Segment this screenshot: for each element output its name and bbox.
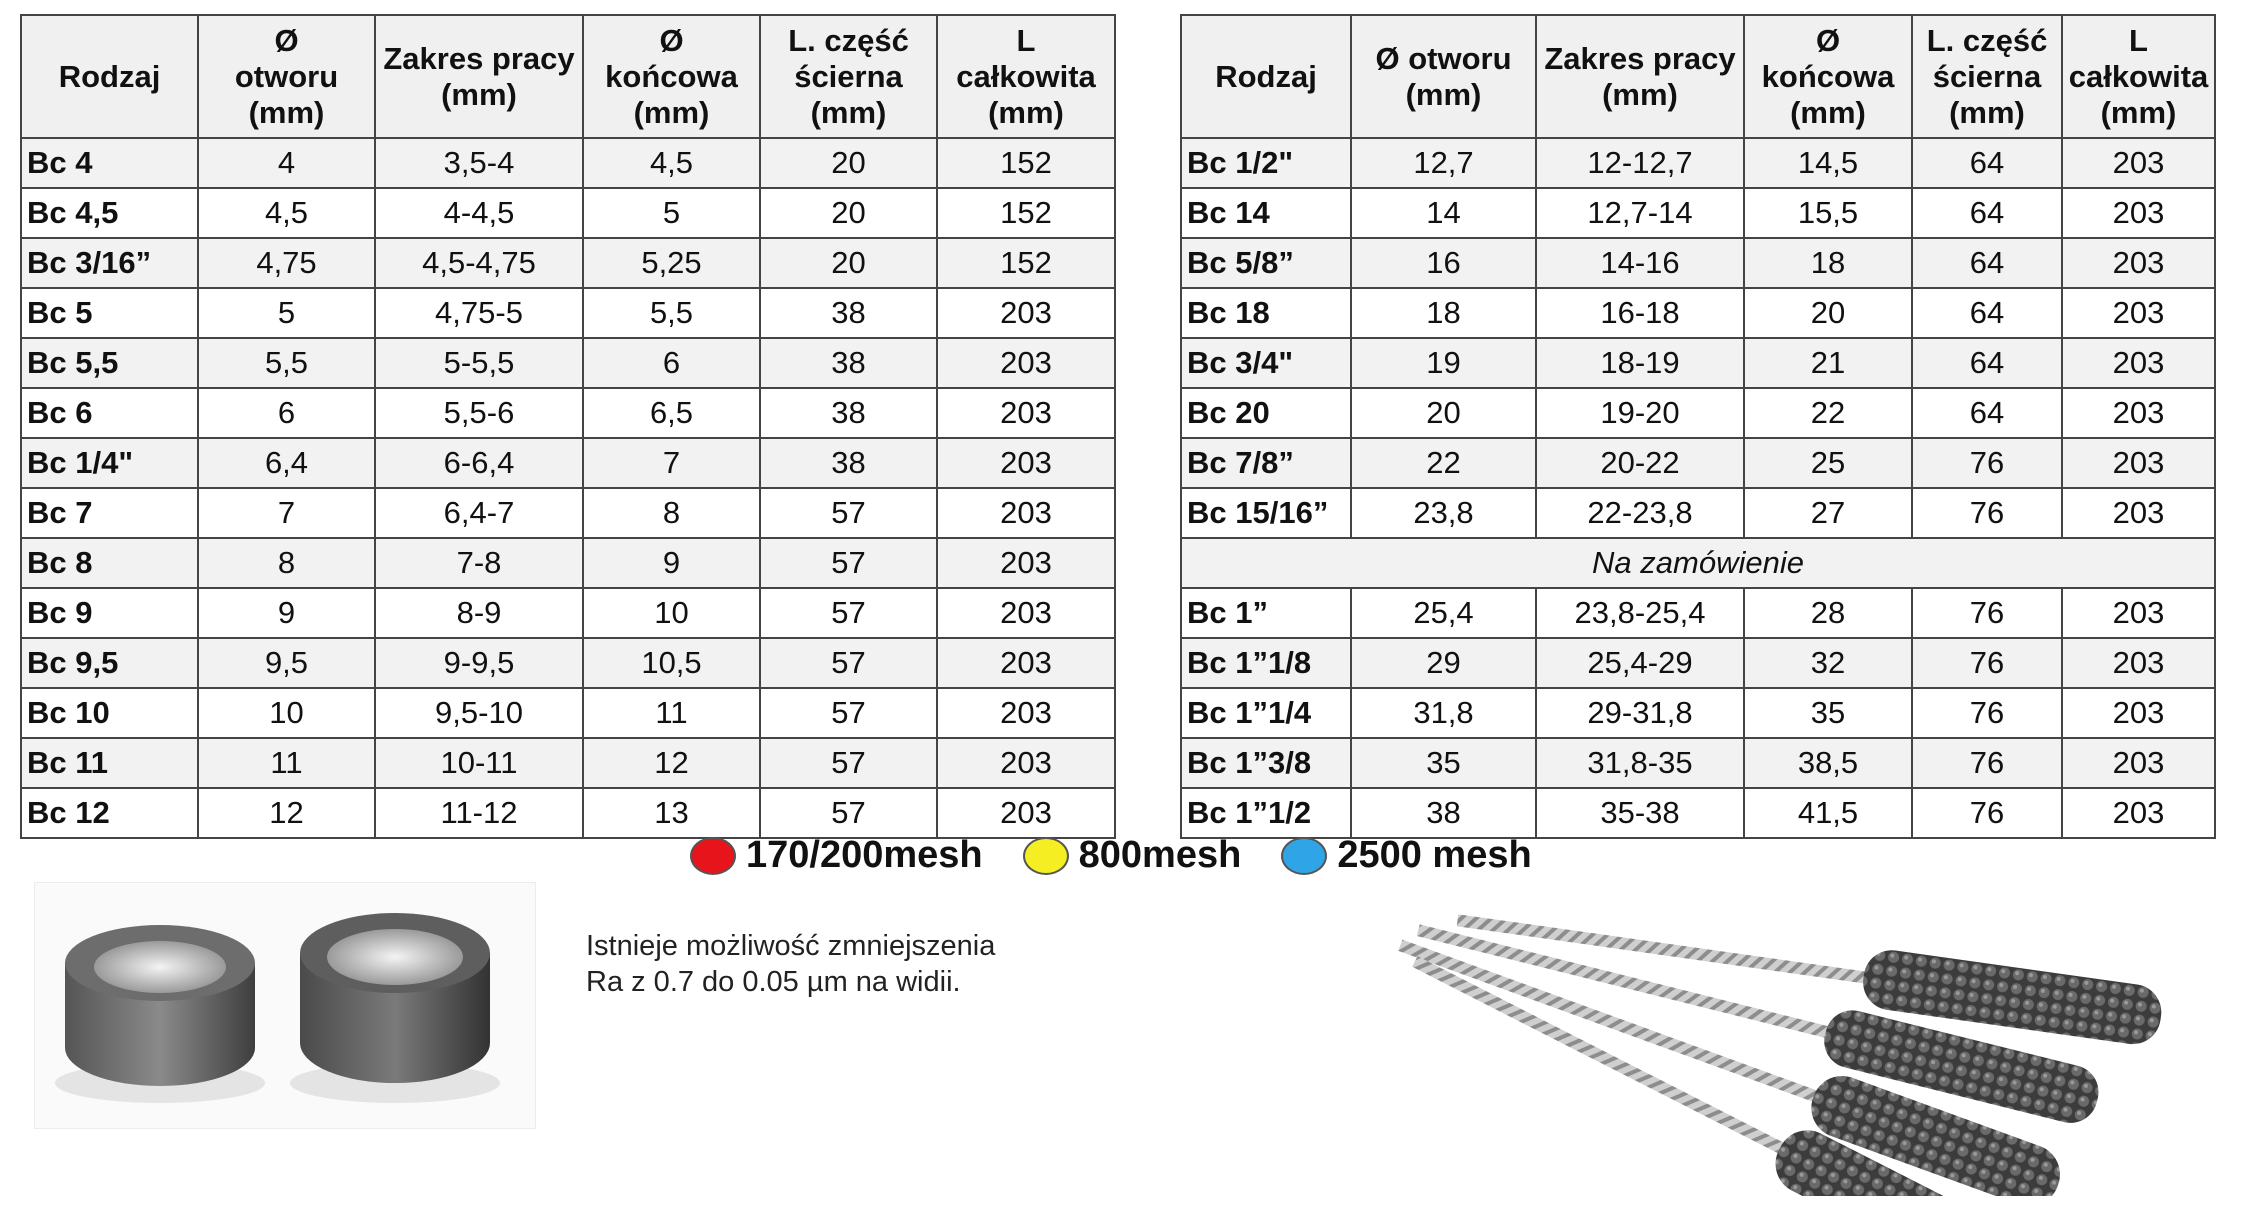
type-cell: Bc 3/16” bbox=[21, 238, 198, 288]
table-cell: 203 bbox=[937, 388, 1115, 438]
table-cell: 203 bbox=[2062, 238, 2215, 288]
order-label: Na zamówienie bbox=[1181, 538, 2215, 588]
table-cell: 203 bbox=[2062, 738, 2215, 788]
table-cell: 57 bbox=[760, 788, 937, 838]
table-cell: 11 bbox=[198, 738, 375, 788]
type-cell: Bc 15/16” bbox=[1181, 488, 1351, 538]
table-row bbox=[1181, 788, 2215, 838]
legend-label: 170/200mesh bbox=[746, 834, 983, 876]
type-cell: Bc 9,5 bbox=[21, 638, 198, 688]
legend-label: 800mesh bbox=[1078, 834, 1242, 876]
table-cell: 203 bbox=[937, 438, 1115, 488]
table-cell: 8 bbox=[198, 538, 375, 588]
table-cell: 203 bbox=[2062, 788, 2215, 838]
type-cell: Bc 4,5 bbox=[21, 188, 198, 238]
type-cell: Bc 5 bbox=[21, 288, 198, 338]
table-cell: 10,5 bbox=[583, 638, 760, 688]
type-cell: Bc 11 bbox=[21, 738, 198, 788]
table-cell: 41,5 bbox=[1744, 788, 1912, 838]
table-cell: 22-23,8 bbox=[1536, 488, 1744, 538]
table-cell: 20-22 bbox=[1536, 438, 1744, 488]
table-row bbox=[1181, 138, 2215, 188]
type-cell: Bc 4 bbox=[21, 138, 198, 188]
red-dot-icon bbox=[690, 837, 736, 875]
table-cell: 57 bbox=[760, 638, 937, 688]
table-row bbox=[21, 738, 1115, 788]
type-cell: Bc 12 bbox=[21, 788, 198, 838]
table-row bbox=[21, 688, 1115, 738]
column-header: Zakres pracy (mm) bbox=[1536, 15, 1744, 138]
table-cell: 12,7 bbox=[1351, 138, 1536, 188]
table-cell: 21 bbox=[1744, 338, 1912, 388]
type-cell: Bc 10 bbox=[21, 688, 198, 738]
table-cell: 57 bbox=[760, 738, 937, 788]
table-cell: 203 bbox=[2062, 688, 2215, 738]
table-cell: 22 bbox=[1744, 388, 1912, 438]
yellow-dot-icon bbox=[1023, 837, 1069, 875]
table-cell: 14-16 bbox=[1536, 238, 1744, 288]
table-cell: 25,4-29 bbox=[1536, 638, 1744, 688]
table-cell: 4,75 bbox=[198, 238, 375, 288]
legend-item-yellow bbox=[1023, 834, 1242, 877]
type-cell: Bc 1”1/2 bbox=[1181, 788, 1351, 838]
table-cell: 25,4 bbox=[1351, 588, 1536, 638]
legend-item-red bbox=[690, 834, 983, 877]
table-row bbox=[21, 488, 1115, 538]
table-cell: 64 bbox=[1912, 188, 2062, 238]
table-cell: 6-6,4 bbox=[375, 438, 583, 488]
table-cell: 23,8 bbox=[1351, 488, 1536, 538]
type-cell: Bc 1”3/8 bbox=[1181, 738, 1351, 788]
table-cell: 203 bbox=[2062, 438, 2215, 488]
table-cell: 57 bbox=[760, 688, 937, 738]
table-cell: 38 bbox=[760, 438, 937, 488]
type-cell: Bc 5/8” bbox=[1181, 238, 1351, 288]
table-cell: 14,5 bbox=[1744, 138, 1912, 188]
table-cell: 20 bbox=[760, 238, 937, 288]
table-cell: 35-38 bbox=[1536, 788, 1744, 838]
table-cell: 203 bbox=[937, 488, 1115, 538]
table-row bbox=[21, 238, 1115, 288]
table-cell: 20 bbox=[760, 188, 937, 238]
table-cell: 6,4 bbox=[198, 438, 375, 488]
column-header: Rodzaj bbox=[21, 15, 198, 138]
type-cell: Bc 7/8” bbox=[1181, 438, 1351, 488]
note-line: Ra z 0.7 do 0.05 µm na widii. bbox=[586, 966, 961, 998]
table-cell: 64 bbox=[1912, 388, 2062, 438]
table-cell: 6 bbox=[583, 338, 760, 388]
table-cell: 10-11 bbox=[375, 738, 583, 788]
table-cell: 20 bbox=[1744, 288, 1912, 338]
legend-label: 2500 mesh bbox=[1337, 834, 1532, 876]
table-cell: 4,5-4,75 bbox=[375, 238, 583, 288]
table-row bbox=[1181, 438, 2215, 488]
table-cell: 38 bbox=[760, 338, 937, 388]
column-header: L całkowita (mm) bbox=[937, 15, 1115, 138]
table-header-row bbox=[1181, 15, 2215, 138]
table-cell: 35 bbox=[1351, 738, 1536, 788]
table-cell: 203 bbox=[2062, 338, 2215, 388]
table-row bbox=[1181, 488, 2215, 538]
table-row bbox=[21, 788, 1115, 838]
type-cell: Bc 5,5 bbox=[21, 338, 198, 388]
table-cell: 10 bbox=[198, 688, 375, 738]
table-cell: 3,5-4 bbox=[375, 138, 583, 188]
type-cell: Bc 1/2" bbox=[1181, 138, 1351, 188]
table-cell: 76 bbox=[1912, 738, 2062, 788]
table-cell: 18 bbox=[1351, 288, 1536, 338]
table-cell: 12-12,7 bbox=[1536, 138, 1744, 188]
table-cell: 38 bbox=[760, 288, 937, 338]
table-cell: 5,5 bbox=[198, 338, 375, 388]
table-row bbox=[1181, 288, 2215, 338]
table-cell: 8-9 bbox=[375, 588, 583, 638]
flex-hone-brushes-image bbox=[1386, 866, 2236, 1196]
table-row bbox=[1181, 738, 2215, 788]
column-header: L całkowita (mm) bbox=[2062, 15, 2215, 138]
type-cell: Bc 14 bbox=[1181, 188, 1351, 238]
table-cell: 152 bbox=[937, 188, 1115, 238]
table-cell: 31,8 bbox=[1351, 688, 1536, 738]
table-cell: 19 bbox=[1351, 338, 1536, 388]
table-cell: 4,75-5 bbox=[375, 288, 583, 338]
table-cell: 5,5-6 bbox=[375, 388, 583, 438]
table-cell: 203 bbox=[937, 288, 1115, 338]
table-cell: 20 bbox=[1351, 388, 1536, 438]
type-cell: Bc 6 bbox=[21, 388, 198, 438]
table-row bbox=[21, 588, 1115, 638]
table-cell: 57 bbox=[760, 488, 937, 538]
table-cell: 203 bbox=[937, 738, 1115, 788]
table-cell: 23,8-25,4 bbox=[1536, 588, 1744, 638]
table-cell: 31,8-35 bbox=[1536, 738, 1744, 788]
spec-table-left bbox=[20, 14, 1116, 839]
table-cell: 203 bbox=[2062, 288, 2215, 338]
table-cell: 64 bbox=[1912, 338, 2062, 388]
table-cell: 7-8 bbox=[375, 538, 583, 588]
table-row bbox=[1181, 188, 2215, 238]
table-row bbox=[21, 138, 1115, 188]
table-cell: 29-31,8 bbox=[1536, 688, 1744, 738]
table-cell: 64 bbox=[1912, 238, 2062, 288]
table-row bbox=[21, 288, 1115, 338]
table-cell: 5 bbox=[583, 188, 760, 238]
table-cell: 5,25 bbox=[583, 238, 760, 288]
table-cell: 22 bbox=[1351, 438, 1536, 488]
table-cell: 76 bbox=[1912, 788, 2062, 838]
table-cell: 76 bbox=[1912, 588, 2062, 638]
table-cell: 25 bbox=[1744, 438, 1912, 488]
table-cell: 29 bbox=[1351, 638, 1536, 688]
table-cell: 18 bbox=[1744, 238, 1912, 288]
note-line: Istnieje możliwość zmniejszenia bbox=[586, 930, 996, 962]
table-cell: 203 bbox=[2062, 188, 2215, 238]
table-row bbox=[21, 538, 1115, 588]
table-row bbox=[1181, 338, 2215, 388]
table-cell: 152 bbox=[937, 238, 1115, 288]
column-header: Ø końcowa (mm) bbox=[583, 15, 760, 138]
table-cell: 64 bbox=[1912, 138, 2062, 188]
table-row bbox=[21, 338, 1115, 388]
table-cell: 203 bbox=[937, 688, 1115, 738]
table-cell: 38 bbox=[760, 388, 937, 438]
type-cell: Bc 7 bbox=[21, 488, 198, 538]
table-cell: 9 bbox=[583, 538, 760, 588]
table-cell: 7 bbox=[583, 438, 760, 488]
table-cell: 203 bbox=[937, 588, 1115, 638]
table-cell: 4-4,5 bbox=[375, 188, 583, 238]
table-row bbox=[1181, 238, 2215, 288]
table-cell: 28 bbox=[1744, 588, 1912, 638]
table-row bbox=[21, 638, 1115, 688]
type-cell: Bc 8 bbox=[21, 538, 198, 588]
table-cell: 9,5-10 bbox=[375, 688, 583, 738]
table-cell: 5 bbox=[198, 288, 375, 338]
table-cell: 203 bbox=[937, 788, 1115, 838]
table-cell: 20 bbox=[760, 138, 937, 188]
table-cell: 64 bbox=[1912, 288, 2062, 338]
table-cell: 6 bbox=[198, 388, 375, 438]
table-cell: 4 bbox=[198, 138, 375, 188]
column-header: Rodzaj bbox=[1181, 15, 1351, 138]
table-cell: 203 bbox=[2062, 638, 2215, 688]
table-cell: 6,5 bbox=[583, 388, 760, 438]
table-cell: 8 bbox=[583, 488, 760, 538]
column-header: L. część ścierna (mm) bbox=[1912, 15, 2062, 138]
table-cell: 16 bbox=[1351, 238, 1536, 288]
table-cell: 15,5 bbox=[1744, 188, 1912, 238]
carbide-rings-image bbox=[34, 882, 536, 1129]
table-cell: 19-20 bbox=[1536, 388, 1744, 438]
column-header: Ø końcowa (mm) bbox=[1744, 15, 1912, 138]
table-cell: 203 bbox=[2062, 388, 2215, 438]
table-cell: 11-12 bbox=[375, 788, 583, 838]
table-row bbox=[1181, 588, 2215, 638]
table-cell: 12 bbox=[198, 788, 375, 838]
table-row bbox=[21, 388, 1115, 438]
table-cell: 12,7-14 bbox=[1536, 188, 1744, 238]
table-cell: 4,5 bbox=[583, 138, 760, 188]
column-header: L. część ścierna (mm) bbox=[760, 15, 937, 138]
table-cell: 18-19 bbox=[1536, 338, 1744, 388]
table-cell: 57 bbox=[760, 538, 937, 588]
type-cell: Bc 1”1/8 bbox=[1181, 638, 1351, 688]
table-cell: 57 bbox=[760, 588, 937, 638]
blue-dot-icon bbox=[1281, 837, 1327, 875]
table-cell: 76 bbox=[1912, 638, 2062, 688]
table-cell: 38,5 bbox=[1744, 738, 1912, 788]
table-cell: 9,5 bbox=[198, 638, 375, 688]
table-cell: 35 bbox=[1744, 688, 1912, 738]
table-cell: 11 bbox=[583, 688, 760, 738]
table-cell: 203 bbox=[937, 538, 1115, 588]
table-cell: 16-18 bbox=[1536, 288, 1744, 338]
table-cell: 4,5 bbox=[198, 188, 375, 238]
table-cell: 5,5 bbox=[583, 288, 760, 338]
table-cell: 76 bbox=[1912, 488, 2062, 538]
table-cell: 27 bbox=[1744, 488, 1912, 538]
table-cell: 152 bbox=[937, 138, 1115, 188]
order-separator-row bbox=[1181, 538, 2215, 588]
table-cell: 203 bbox=[937, 638, 1115, 688]
table-cell: 203 bbox=[2062, 138, 2215, 188]
table-row bbox=[1181, 638, 2215, 688]
table-cell: 10 bbox=[583, 588, 760, 638]
table-row bbox=[21, 188, 1115, 238]
table-cell: 76 bbox=[1912, 688, 2062, 738]
type-cell: Bc 3/4" bbox=[1181, 338, 1351, 388]
table-cell: 13 bbox=[583, 788, 760, 838]
table-row bbox=[1181, 388, 2215, 438]
type-cell: Bc 18 bbox=[1181, 288, 1351, 338]
table-row bbox=[21, 438, 1115, 488]
table-cell: 9-9,5 bbox=[375, 638, 583, 688]
table-cell: 38 bbox=[1351, 788, 1536, 838]
type-cell: Bc 20 bbox=[1181, 388, 1351, 438]
spec-table-right bbox=[1180, 14, 2216, 839]
type-cell: Bc 1/4" bbox=[21, 438, 198, 488]
table-row bbox=[1181, 688, 2215, 738]
table-cell: 12 bbox=[583, 738, 760, 788]
table-cell: 203 bbox=[2062, 488, 2215, 538]
table-cell: 76 bbox=[1912, 438, 2062, 488]
column-header: Ø otworu (mm) bbox=[198, 15, 375, 138]
type-cell: Bc 1”1/4 bbox=[1181, 688, 1351, 738]
type-cell: Bc 9 bbox=[21, 588, 198, 638]
table-cell: 7 bbox=[198, 488, 375, 538]
column-header: Zakres pracy (mm) bbox=[375, 15, 583, 138]
type-cell: Bc 1” bbox=[1181, 588, 1351, 638]
table-cell: 9 bbox=[198, 588, 375, 638]
table-cell: 203 bbox=[937, 338, 1115, 388]
table-cell: 203 bbox=[2062, 588, 2215, 638]
table-cell: 32 bbox=[1744, 638, 1912, 688]
column-header: Ø otworu (mm) bbox=[1351, 15, 1536, 138]
note-text bbox=[586, 928, 995, 1000]
table-cell: 14 bbox=[1351, 188, 1536, 238]
table-cell: 6,4-7 bbox=[375, 488, 583, 538]
table-cell: 5-5,5 bbox=[375, 338, 583, 388]
table-header-row bbox=[21, 15, 1115, 138]
